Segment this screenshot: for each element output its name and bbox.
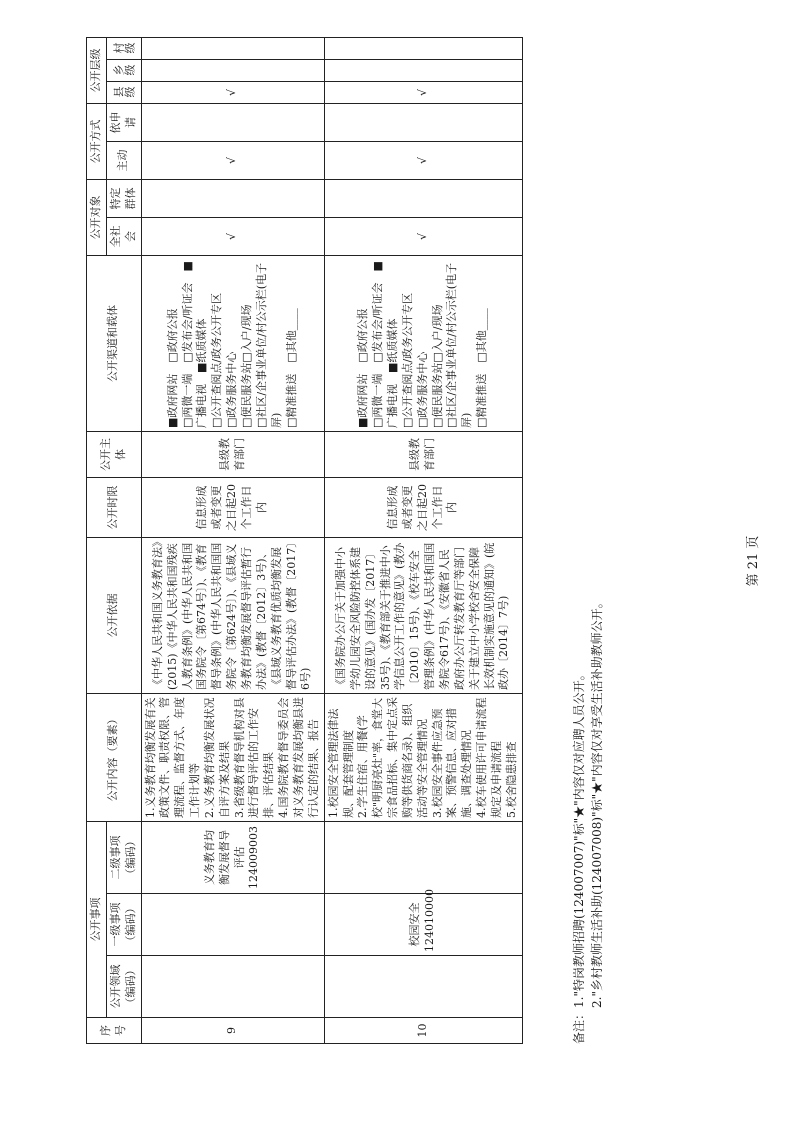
row-basis: 《中华人民共和国义务教育法》(2015)《中华人民共和国残疾人教育条例》(中华人民共和国国务院令〔第674号〕)、《教育督导条例》(中华人民共和国国务院令〔第624号〕)、《县域义务教育均衡发展督导评估暂行办法》(教督〔2012〕3号)、《县域义务教育优质均衡发展督导评估办法》(教督〔2017〕6号)	[141, 538, 324, 694]
channel-option: □社区/企事业单位/村公示栏(电子屏)	[254, 262, 283, 428]
channel-option: ■政府网站 □政府公报	[165, 308, 179, 428]
channel-option: ■政府网站 □政府公报	[356, 308, 370, 428]
content-item: 4.校车使用许可申请流程规定及申请流程	[475, 697, 503, 818]
check-request	[324, 104, 522, 142]
content-item: 3.校园安全事件应急预案、预警信息、应对措施、调查处理情况	[430, 708, 474, 818]
row-content	[324, 694, 522, 822]
col-request-header: 依申请	[106, 104, 141, 142]
note-line-2	[588, 596, 606, 1044]
row-channels	[141, 256, 324, 432]
channel-option: □便民服务站□入户/现场	[430, 304, 444, 428]
channel-option: □精准推送 □其他____	[475, 308, 489, 428]
col-subject-header: 公开主体	[87, 432, 142, 478]
channel-option: □政务服务中心	[415, 351, 429, 428]
channel-option: □公开查阅点/政务公开专区	[400, 292, 414, 428]
check-active: √	[324, 142, 522, 180]
group-target-header: 公开对象	[87, 180, 107, 256]
col-domain-header: 公开领域（编码）	[106, 956, 141, 1018]
row-time: 信息形成或者变更之日起20个工作日内	[141, 478, 324, 538]
check-specific	[324, 180, 522, 218]
group-method-header: 公开方式	[87, 104, 107, 180]
col-village-header	[106, 38, 141, 60]
col-level2-header: 二级事项（编码）	[106, 822, 141, 894]
col-basis-header: 公开依据	[87, 538, 142, 694]
col-all-society-header: 全社会	[106, 218, 141, 256]
row-level1: 校园安全124010000	[324, 894, 522, 956]
check-village	[324, 38, 522, 60]
check-active: √	[141, 142, 324, 180]
row-subject: 县级教育部门	[324, 432, 522, 478]
channel-option: □两微一端 □发布会/听证会 ■广播电视 ■纸质媒体	[371, 261, 400, 428]
table-row	[141, 38, 324, 1044]
content-item: 1.校园安全管理法律法规、配套管理制度	[326, 708, 355, 818]
check-county: √	[141, 82, 324, 104]
col-township-label: 乡级	[112, 64, 135, 77]
col-village-label: 村级	[112, 42, 135, 55]
notes	[570, 596, 606, 1044]
content-item: 4.国务院教育督导委员会对义务教育发展均衡县进行认定的结果、报告	[277, 697, 320, 818]
channel-option: □公开查阅点/政务公开专区	[210, 292, 224, 428]
check-township	[141, 60, 324, 82]
channel-option: □便民服务站□入户/现场	[240, 304, 254, 428]
page-number: 第 21 页	[746, 535, 761, 587]
row-domain	[324, 956, 522, 1018]
header-row-1	[87, 38, 107, 1044]
channel-option: □政务服务中心	[225, 351, 239, 428]
row-no: 10	[324, 1018, 522, 1044]
row-subject: 县级教育部门	[141, 432, 324, 478]
row-time: 信息形成或者变更之日起20个工作日内	[324, 478, 522, 538]
col-channel-header: 公开渠道和载体	[87, 256, 142, 432]
table-row	[324, 38, 522, 1044]
check-township	[324, 60, 522, 82]
content-item: 3.省级教育督导机构对县进行督导评估的工作安排、评估结果	[232, 697, 276, 818]
row-basis: 《国务院办公厅关于加强中小学幼儿园安全风险防控体系建设的意见》(国办发〔2017〕35号)、《教育部关于推进中小学信息公开工作的意见》(教办〔2010〕15号)、《校车安全管理条例》(中华人民共和国国务院令617号)、《安徽省人民政府办公厅转发教育厅等部门关于建立中小学校舍安全保障长效机制实施意见的通知》(皖政办〔2014〕7号)	[324, 538, 522, 694]
col-township-header	[106, 60, 141, 82]
content-item: 2.学生住宿、用餐(学校"明厨亮灶"率，食堂大宗食品招标、集中定点采购等供货商名录)、组织活动等安全管理情况	[356, 697, 429, 818]
note-line-1	[570, 596, 588, 1044]
content-item: 1.义务教育均衡发展有关政策文件、职责权限、管理流程、监督方式、年度工作计划等	[143, 697, 202, 818]
row-level2: 义务教育均衡发展督导评估124009003	[141, 822, 324, 894]
col-time-header: 公开时限	[87, 478, 142, 538]
disclosure-table	[86, 37, 523, 1044]
col-county-header	[106, 82, 141, 104]
group-public-item-header: 公开事项	[87, 822, 107, 1018]
row-channels	[324, 256, 522, 432]
row-level1	[141, 894, 324, 956]
channel-option: □社区/企事业单位/村公示栏(电子屏)	[445, 262, 474, 428]
col-county-label: 县级	[112, 86, 135, 99]
content-item: 2.义务教育均衡发展状况自评方案及结果	[202, 697, 231, 818]
col-level1-header: 一级事项（编码）	[106, 894, 141, 956]
note-text-1: 1."特岗教师招聘(124007007)"标"★"内容仅对应聘人员公开。	[572, 668, 586, 1008]
check-county: √	[324, 82, 522, 104]
row-content	[141, 694, 324, 822]
check-all-society: √	[324, 218, 522, 256]
check-request	[141, 104, 324, 142]
group-level-header: 公开层级	[87, 38, 107, 104]
channel-option: □两微一端 □发布会/听证会 ■广播电视 ■纸质媒体	[180, 261, 209, 428]
note-text-2: 2."乡村教师生活补助(124007008)"标"★"内容仅对享受生活补助教师公开。	[590, 596, 604, 1008]
check-all-society: √	[141, 218, 324, 256]
check-village	[141, 38, 324, 60]
col-content-header: 公开内容（要素）	[87, 694, 142, 822]
row-level2	[324, 822, 522, 894]
check-specific	[141, 180, 324, 218]
col-specific-header: 特定群体	[106, 180, 141, 218]
row-no: 9	[141, 1018, 324, 1044]
channel-option: □精准推送 □其他____	[284, 308, 298, 428]
row-domain	[141, 956, 324, 1018]
col-active-header: 主动	[106, 142, 141, 180]
note-label: 备注：	[572, 1007, 586, 1044]
content-item: 5.校舍隐患排查	[504, 741, 518, 818]
col-no-header: 序号	[87, 1018, 142, 1044]
